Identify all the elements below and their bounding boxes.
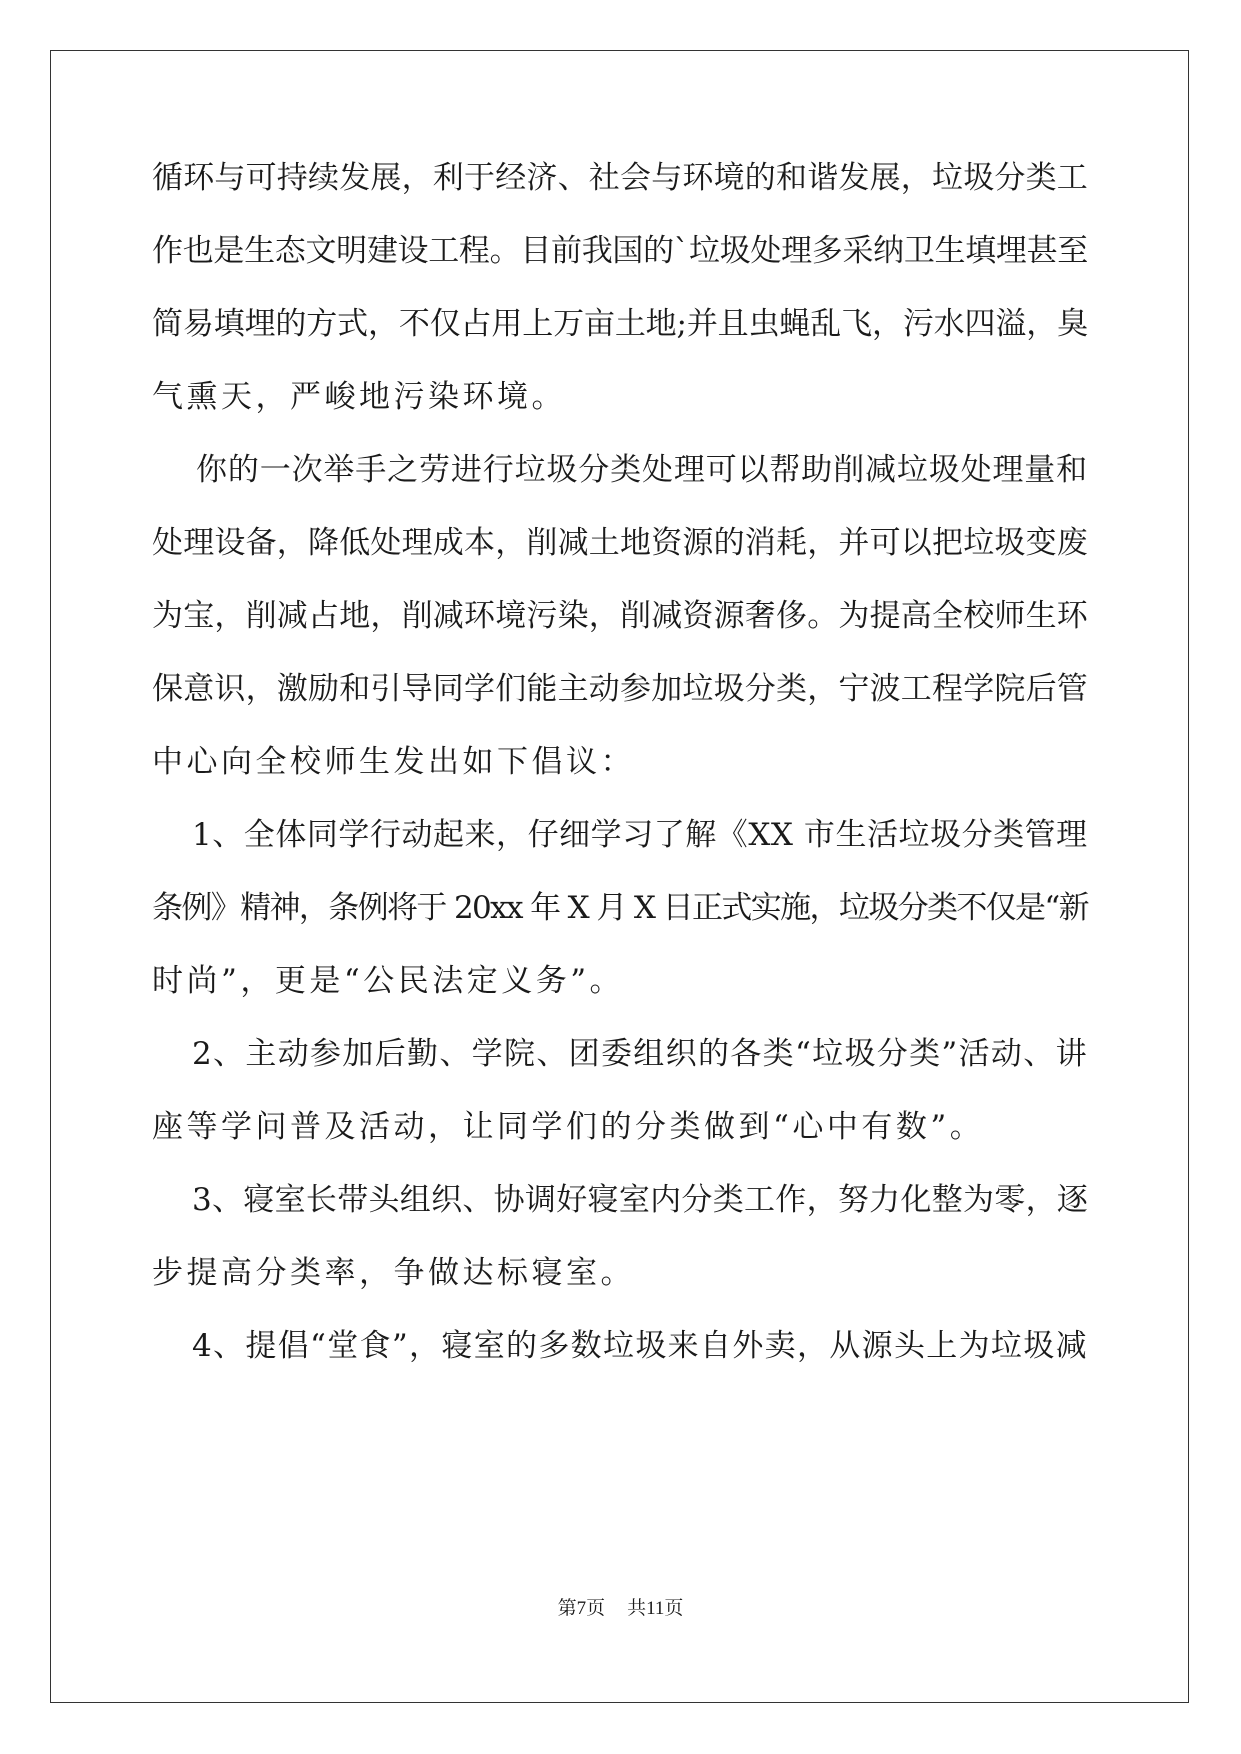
- paragraph-line: 时尚”，更是“公民法定义务”。: [152, 963, 625, 999]
- list-item-3-line: 3、寝室长带头组织、协调好寝室内分类工作，努力化整为零，逐: [192, 1182, 1089, 1218]
- paragraph-line: 简易填埋的方式，不仅占用上万亩土地;并且虫蝇乱飞，污水四溢，臭: [152, 306, 1088, 342]
- paragraph-first-line: 你的一次举手之劳进行垃圾分类处理可以帮助削减垃圾处理量和: [196, 452, 1088, 488]
- page-number: 第7页: [557, 1598, 606, 1619]
- page-total: 共11页: [627, 1598, 684, 1619]
- page-footer: [0, 1597, 1241, 1621]
- page-border: [50, 50, 1189, 1703]
- paragraph-line: 步提高分类率，争做达标寝室。: [152, 1255, 635, 1291]
- paragraph-line: 中心向全校师生发出如下倡议：: [152, 744, 635, 780]
- paragraph-line: 条例》精神，条例将于 20xx 年 X 月 X 日正式实施，垃圾分类不仅是“新: [152, 890, 1089, 926]
- paragraph-line: 保意识，激励和引导同学们能主动参加垃圾分类，宁波工程学院后管: [152, 671, 1088, 707]
- paragraph-line: 为宝，削减占地，削减环境污染，削减资源奢侈。为提高全校师生环: [152, 598, 1088, 634]
- paragraph-line: 作也是生态文明建设工程。目前我国的`垃圾处理多采纳卫生填埋甚至: [152, 233, 1088, 269]
- paragraph-line: 座等学问普及活动，让同学们的分类做到“心中有数”。: [152, 1109, 985, 1145]
- list-item-1-line: 1、全体同学行动起来，仔细学习了解《XX 市生活垃圾分类管理: [192, 817, 1088, 853]
- list-item-4-line: 4、提倡“堂食”，寝室的多数垃圾来自外卖，从源头上为垃圾减: [192, 1328, 1088, 1364]
- paragraph-line: 气熏天，严峻地污染环境。: [152, 379, 566, 415]
- list-item-2-line: 2、主动参加后勤、学院、团委组织的各类“垃圾分类”活动、讲: [192, 1036, 1088, 1072]
- paragraph-line: 循环与可持续发展，利于经济、社会与环境的和谐发展，垃圾分类工: [152, 160, 1088, 196]
- paragraph-line: 处理设备，降低处理成本，削减土地资源的消耗，并可以把垃圾变废: [152, 525, 1088, 561]
